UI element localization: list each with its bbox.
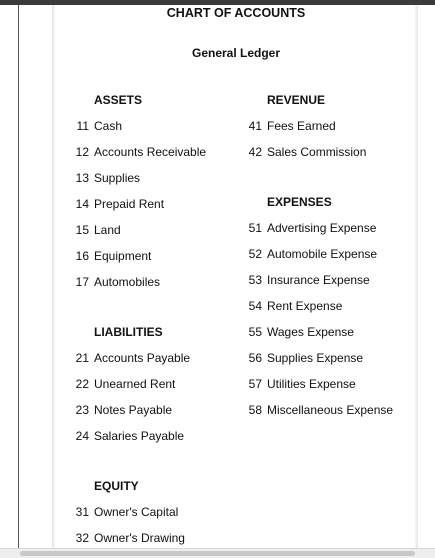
account-number: 15 [75, 223, 89, 237]
section-heading-assets: ASSETS [94, 93, 143, 107]
account-name: Rent Expense [267, 299, 343, 313]
account-name: Supplies Expense [267, 351, 364, 365]
section-heading-revenue: REVENUE [267, 93, 326, 107]
account-name: Equipment [94, 249, 152, 263]
account-name: Notes Payable [94, 403, 173, 417]
account-number: 17 [75, 275, 89, 289]
account-number: 58 [248, 403, 262, 417]
account-name: Automobiles [94, 275, 161, 289]
account-number: 55 [248, 325, 262, 339]
account-number: 21 [75, 351, 89, 365]
account-number: 56 [248, 351, 262, 365]
account-name: Miscellaneous Expense [267, 403, 394, 417]
account-name: Wages Expense [267, 325, 354, 339]
account-number: 54 [248, 299, 262, 313]
page-title: CHART OF ACCOUNTS [166, 6, 306, 20]
account-name: Accounts Payable [94, 351, 191, 365]
account-name: Insurance Expense [267, 273, 370, 287]
viewer-left-border [18, 5, 19, 548]
scrollbar-thumb[interactable] [20, 551, 415, 556]
account-number: 23 [75, 403, 89, 417]
account-number: 11 [76, 119, 89, 133]
section-heading-expenses: EXPENSES [267, 195, 332, 209]
account-name: Fees Earned [267, 119, 336, 133]
account-number: 16 [75, 249, 89, 263]
account-number: 41 [248, 119, 262, 133]
account-number: 53 [248, 273, 262, 287]
account-name: Automobile Expense [267, 247, 378, 261]
section-heading-equity: EQUITY [94, 479, 139, 493]
account-number: 12 [75, 145, 89, 159]
account-number: 57 [248, 377, 262, 391]
account-name: Unearned Rent [94, 377, 176, 391]
account-name: Prepaid Rent [94, 197, 165, 211]
section-heading-liabilities: LIABILITIES [94, 325, 163, 339]
account-number: 13 [75, 171, 89, 185]
account-name: Advertising Expense [267, 221, 377, 235]
account-name: Supplies [94, 171, 141, 185]
account-number: 24 [75, 429, 89, 443]
page-edge-left [52, 5, 55, 548]
account-number: 52 [248, 247, 262, 261]
horizontal-scrollbar[interactable] [0, 548, 435, 558]
page-subtitle: General Ledger [191, 46, 281, 60]
account-name: Utilities Expense [267, 377, 356, 391]
page-edge-right [415, 5, 418, 548]
account-name: Owner's Capital [94, 505, 179, 519]
account-number: 32 [75, 531, 89, 545]
account-number: 42 [248, 145, 262, 159]
account-name: Land [94, 223, 121, 237]
account-name: Cash [94, 119, 123, 133]
account-number: 31 [75, 505, 89, 519]
account-name: Salaries Payable [94, 429, 185, 443]
account-name: Sales Commission [267, 145, 367, 159]
account-number: 51 [248, 221, 262, 235]
account-number: 22 [75, 377, 89, 391]
account-number: 14 [75, 197, 89, 211]
account-name: Owner's Drawing [94, 531, 185, 545]
account-name: Accounts Receivable [94, 145, 207, 159]
